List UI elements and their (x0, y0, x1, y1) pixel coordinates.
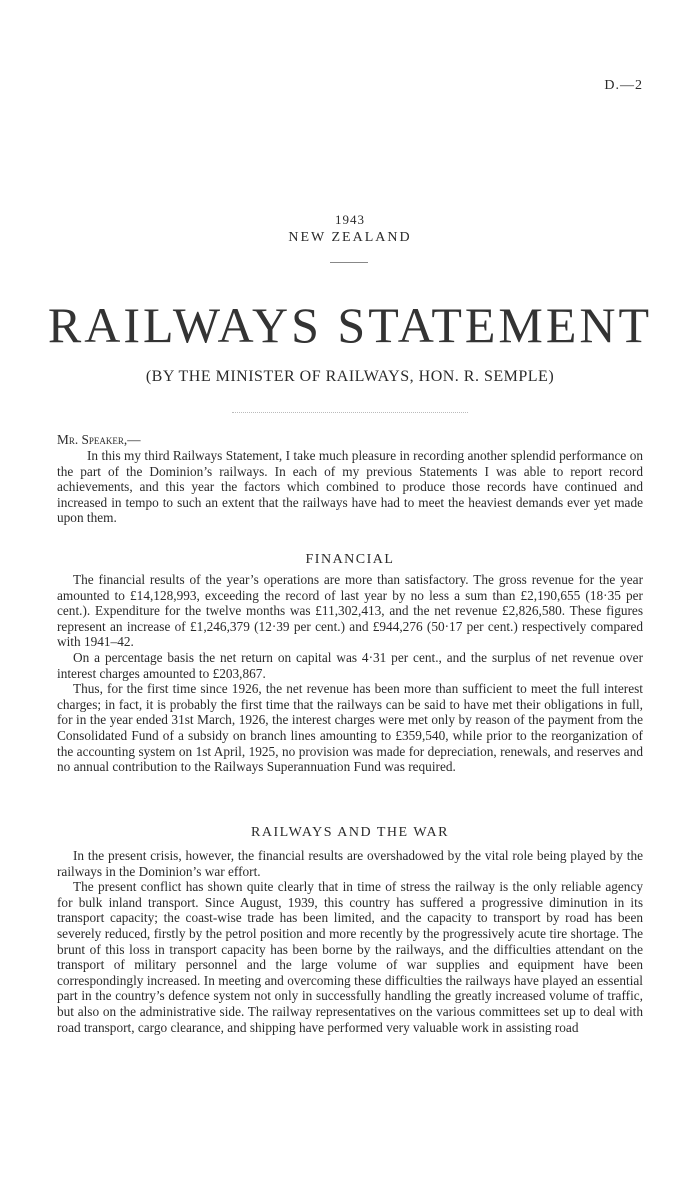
intro-section (57, 448, 643, 526)
paragraph: On a percentage basis the net return on capital was 4·31 per cent., and the surplus of net revenue over interest charges amounted to £203,867. (57, 649, 643, 681)
document-title: RAILWAYS STATEMENT (47, 297, 653, 353)
section-heading-financial: FINANCIAL (305, 552, 395, 567)
document-year: 1943 (335, 212, 365, 227)
paragraph: The present conflict has shown quite clearly that in time of stress the railway is the only reliable agency for bulk inland transport. Since August, 1939, this country has suffered a progressive diminution in its transport capacity; the coast-wise trade has been limited, and the capacity to transport by road has been severely reduced, firstly by the petrol position and more recently by the progressively acute tire shortage. The brunt of this loss in transport capacity has been borne by the railways, and the difficulties attendant on the transport of military personnel and the large volume of war supplies and equipment have been correspondingly increased. In meeting and overcoming these difficulties the railways have played an essential part in the country’s defence system not only in successfully handling the greatly increased volume of traffic, but also on the administrative side. The railway representatives on the various committees set up to deal with road transport, cargo clearance, and shipping have performed very valuable work in assisting road (57, 879, 643, 1035)
salutation-block (57, 432, 643, 448)
financial-section (57, 572, 643, 775)
intro-paragraph: In this my third Railways Statement, I take much pleasure in recording another splendid performance on the part of the Dominion’s railways. In each of my previous Statements I was able to report record achievements, and this year the factors which combined to produce those records have continued and increased in tempo to such an extent that the railways have had to meet the heaviest demands ever yet made upon them. (57, 448, 643, 526)
salutation: Mr. Speaker,— (57, 432, 141, 447)
section-heading-war: RAILWAYS AND THE WAR (251, 825, 449, 840)
country-heading: NEW ZEALAND (288, 230, 412, 245)
divider-rule (330, 262, 368, 263)
document-subtitle: (BY THE MINISTER OF RAILWAYS, HON. R. SEMPLE) (145, 368, 555, 385)
paragraph: Thus, for the first time since 1926, the net revenue has been more than sufficient to meet the full interest charges; in fact, it is probably the first time that the railways can be said to have met their obligations in full, for in the year ended 31st March, 1926, the interest charges were met only by reason of the payment from the Consolidated Fund of a subsidy on branch lines amounting to £359,540, while prior to the reorganization of the accounting system on 1st April, 1925, no provision was made for depreciation, renewals, and reserves and no annual contribution to the Railways Superannuation Fund was required. (57, 681, 643, 775)
paragraph: The financial results of the year’s operations are more than satisfactory. The gross revenue for the year amounted to £14,128,993, exceeding the record of last year by no less a sum than £2,190,655 (18·35 per cent.). Expenditure for the twelve months was £11,302,413, and the net revenue £2,826,580. These figures represent an increase of £1,246,379 (12·39 per cent.) and £944,276 (50·17 per cent.) respectively compared with 1941–42. (57, 572, 643, 650)
page-reference: D.—2 (604, 78, 643, 93)
paragraph: In the present crisis, however, the financial results are overshadowed by the vital role being played by the railways in the Dominion’s war effort. (57, 848, 643, 879)
divider-dotted-rule (232, 412, 468, 413)
war-section (57, 848, 643, 1035)
